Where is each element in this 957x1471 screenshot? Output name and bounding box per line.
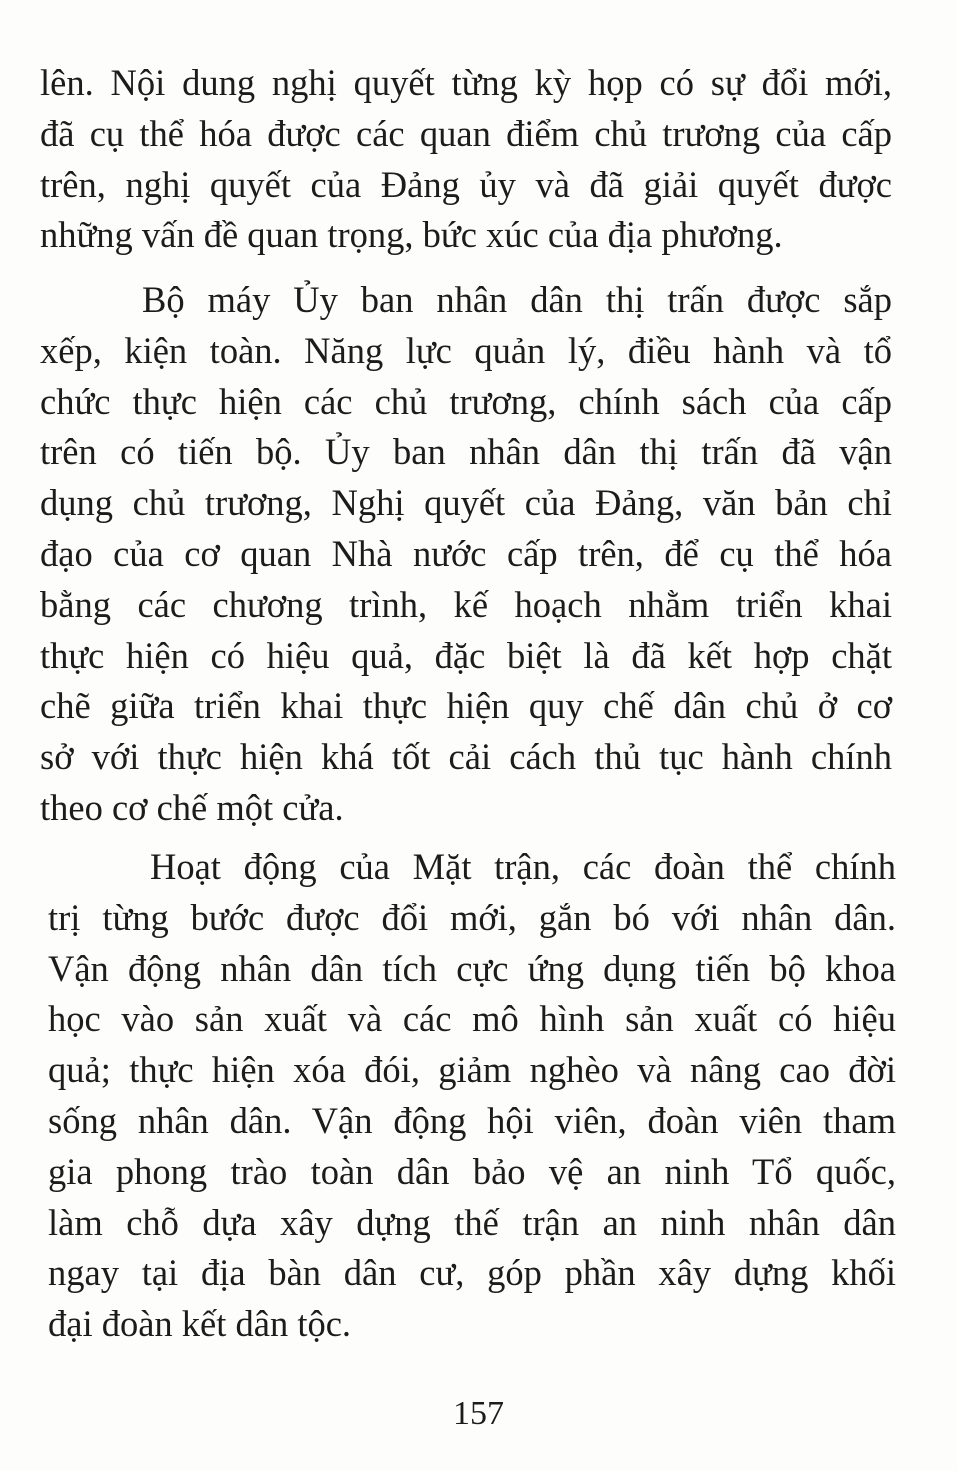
text-line: dụng chủ trương, Nghị quyết của Đảng, văn bản chỉ	[40, 482, 892, 524]
text-line: lên. Nội dung nghị quyết từng kỳ họp có sự đổi mới,	[40, 62, 892, 103]
text-line: những vấn đề quan trọng, bức xúc của địa phương.	[40, 214, 783, 256]
text-line: bằng các chương trình, kế hoạch nhằm triển khai	[40, 583, 892, 625]
text-line: làm chỗ dựa xây dựng thế trận an ninh nhân dân	[48, 1201, 896, 1243]
text-line: thực hiện có hiệu quả, đặc biệt là đã kết hợp chặt	[40, 634, 892, 676]
text-line: đại đoàn kết dân tộc.	[48, 1303, 352, 1345]
paragraph-3	[48, 842, 896, 1350]
text-line: trên, nghị quyết của Đảng ủy và đã giải quyết được	[40, 163, 892, 205]
text-line: Bộ máy Ủy ban nhân dân thị trấn được sắp	[142, 279, 892, 320]
text-line: trên có tiến bộ. Ủy ban nhân dân thị trấn đã vận	[40, 431, 892, 473]
text-line: Vận động nhân dân tích cực ứng dụng tiến bộ khoa	[48, 947, 896, 989]
text-line: ngay tại địa bàn dân cư, góp phần xây dựng khối	[48, 1252, 896, 1294]
text-line: gia phong trào toàn dân bảo vệ an ninh Tổ quốc,	[48, 1150, 896, 1192]
paragraph-1	[40, 58, 892, 261]
text-line: sống nhân dân. Vận động hội viên, đoàn viên tham	[48, 1099, 896, 1141]
text-line: chẽ giữa triển khai thực hiện quy chế dân chủ ở cơ	[40, 685, 892, 727]
text-line: đạo của cơ quan Nhà nước cấp trên, để cụ thể hóa	[40, 532, 892, 574]
text-line: theo cơ chế một cửa.	[40, 786, 344, 828]
text-line: xếp, kiện toàn. Năng lực quản lý, điều hành và tổ	[40, 329, 892, 371]
page-number: 157	[453, 1395, 504, 1432]
text-line: học vào sản xuất và các mô hình sản xuất có hiệu	[48, 998, 896, 1040]
text-line: Hoạt động của Mặt trận, các đoàn thể chính	[150, 846, 896, 887]
text-line: sở với thực hiện khá tốt cải cách thủ tục hành chính	[40, 736, 892, 778]
paragraph-2	[40, 275, 892, 834]
text-line: chức thực hiện các chủ trương, chính sách của cấp	[40, 380, 892, 422]
text-line: đã cụ thể hóa được các quan điểm chủ trương của cấp	[40, 112, 892, 154]
text-line: quả; thực hiện xóa đói, giảm nghèo và nâng cao đời	[48, 1049, 896, 1091]
text-line: trị từng bước được đổi mới, gắn bó với nhân dân.	[48, 896, 896, 938]
